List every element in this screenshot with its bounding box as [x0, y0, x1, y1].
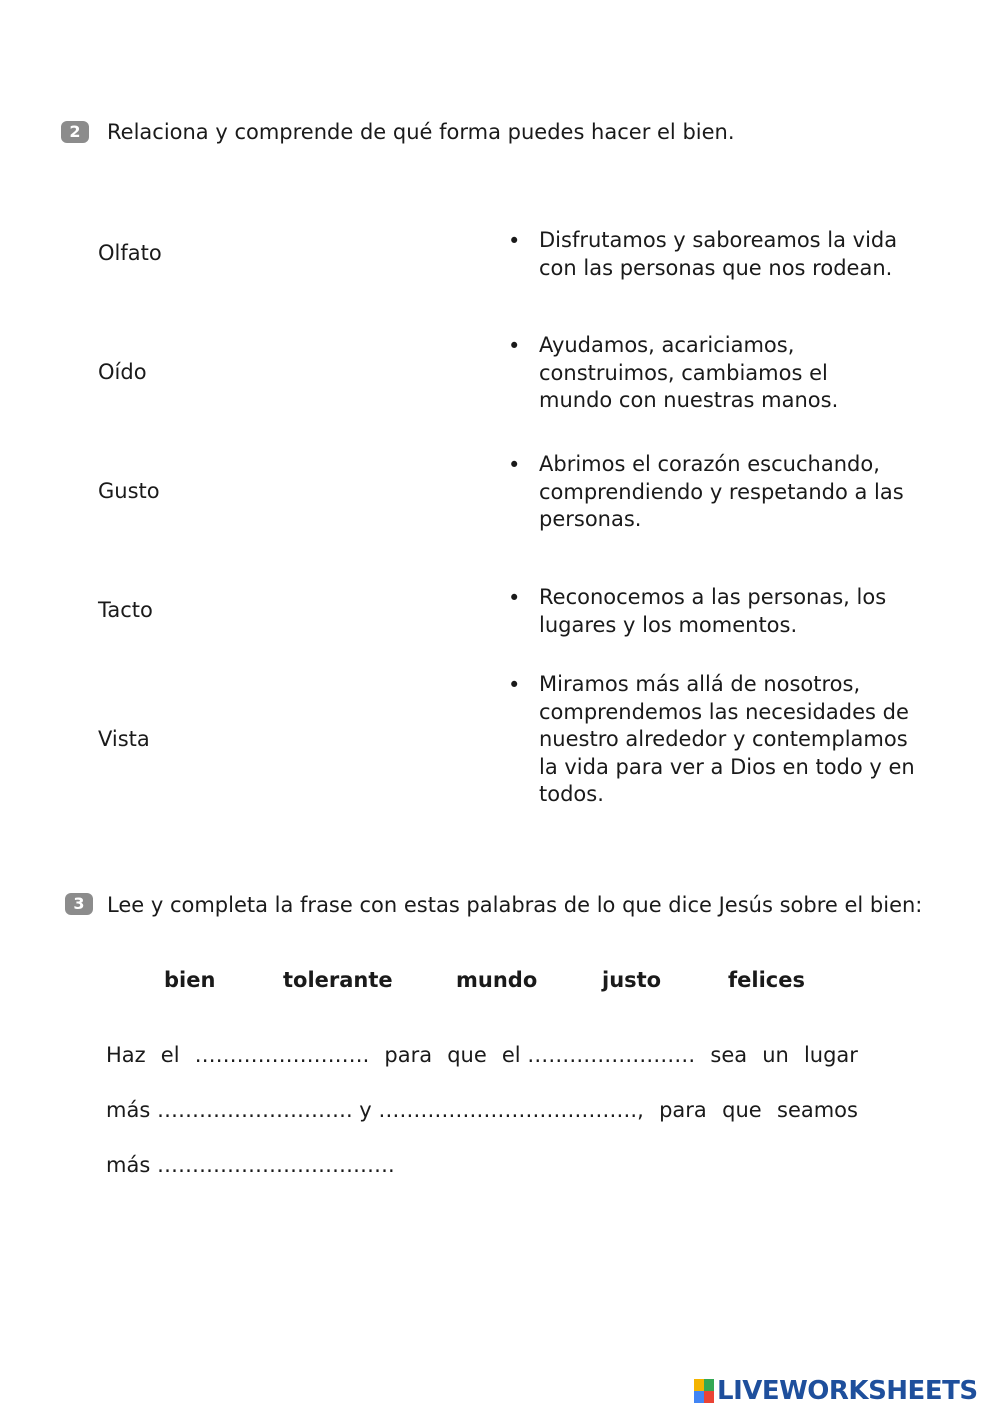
liveworksheets-logo	[694, 1377, 978, 1405]
sense-vista: Vista	[98, 727, 150, 751]
liveworksheets-logo-icon	[694, 1379, 714, 1403]
exercise-2-instruction: Relaciona y comprende de qué forma puedes hacer el bien.	[107, 120, 735, 144]
word-bank-felices[interactable]: felices	[728, 968, 805, 992]
word-bank-justo[interactable]: justo	[602, 968, 662, 992]
blank-field-2[interactable]: el ……………………	[501, 1043, 696, 1067]
sense-gusto: Gusto	[98, 479, 160, 503]
description-1: Disfrutamos y saboreamos la vida con las personas que nos rodean.	[539, 228, 898, 280]
bullet-4: •	[508, 586, 521, 610]
blank-field-1[interactable]: …………………….	[194, 1043, 370, 1067]
sense-olfato: Olfato	[98, 241, 162, 265]
sentence-line-1	[106, 1041, 858, 1069]
bullet-3: •	[508, 453, 521, 477]
bullet-2: •	[508, 334, 521, 358]
bullet-5: •	[508, 673, 521, 697]
word-bank-tolerante[interactable]: tolerante	[283, 968, 393, 992]
sentence-word: seamos	[777, 1098, 858, 1122]
word-bank-mundo[interactable]: mundo	[456, 968, 538, 992]
description-5: Miramos más allá de nosotros, comprendemos las necesidades de nuestro alrededor y contemplamos la vida para ver a Dios en todo y en todos.	[539, 672, 915, 806]
sentence-word: lugar	[803, 1043, 858, 1067]
blank-field-5[interactable]: más …………………………….	[106, 1153, 395, 1177]
sentence-word: un	[762, 1043, 789, 1067]
sentence-word: Haz	[106, 1043, 146, 1067]
exercise-3-badge: 3	[65, 893, 93, 915]
bullet-1: •	[508, 229, 521, 253]
sentence-word: para	[384, 1043, 433, 1067]
sentence-word: sea	[710, 1043, 748, 1067]
sense-oido: Oído	[98, 360, 147, 384]
description-4: Reconocemos a las personas, los lugares y los momentos.	[539, 585, 887, 637]
liveworksheets-logo-text: LIVEWORKSHEETS	[717, 1376, 978, 1406]
exercise-2-badge: 2	[61, 121, 89, 143]
sentence-line-2	[106, 1096, 858, 1124]
description-2: Ayudamos, acariciamos, construimos, cambiamos el mundo con nuestras manos.	[539, 333, 839, 412]
description-3: Abrimos el corazón escuchando, comprendiendo y respetando a las personas.	[539, 452, 904, 531]
word-bank-bien[interactable]: bien	[164, 968, 216, 992]
sentence-word: que	[722, 1098, 762, 1122]
sentence-word: el	[160, 1043, 180, 1067]
blank-field-3-4[interactable]: más ………………………. y ……………………………….,	[106, 1098, 644, 1122]
sentence-word: que	[447, 1043, 487, 1067]
exercise-3-instruction: Lee y completa la frase con estas palabras de lo que dice Jesús sobre el bien:	[107, 893, 923, 917]
sentence-word: para	[659, 1098, 707, 1122]
sense-tacto: Tacto	[98, 598, 153, 622]
